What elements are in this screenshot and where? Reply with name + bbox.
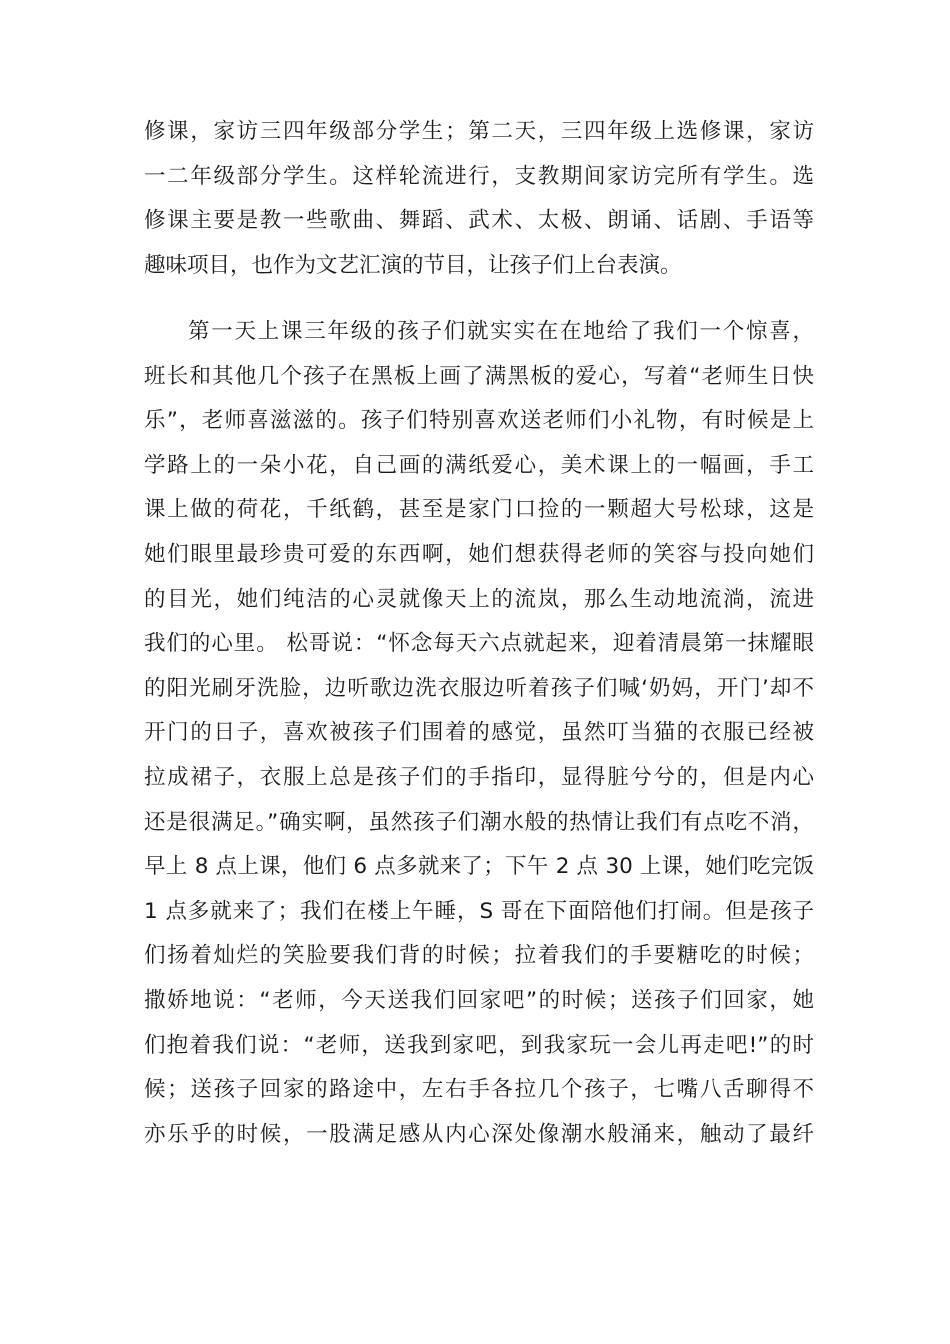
paragraph-2 <box>144 310 814 1157</box>
paragraph-line: 拉成裙子，衣服上总是孩子们的手指印，显得脏兮兮的，但是内心 <box>144 764 814 790</box>
paragraph-line: 她们眼里最珍贵可爱的东西啊，她们想获得老师的笑容与投向她们 <box>144 541 814 567</box>
paragraph-line: 课上做的荷花，千纸鹤，甚至是家门口捡的一颗超大号松球，这是 <box>144 497 814 523</box>
paragraph-1 <box>144 110 814 288</box>
paragraph-line: 的目光，她们纯洁的心灵就像天上的流岚，那么生动地流淌，流进 <box>144 586 814 612</box>
paragraph-line: 撒娇地说：“老师，今天送我们回家吧”的时候；送孩子们回家，她 <box>144 987 814 1013</box>
paragraph-line: 候；送孩子回家的路途中，左右手各拉几个孩子，七嘴八舌聊得不 <box>144 1077 814 1103</box>
paragraph-line: 我们的心里。 松哥说：“怀念每天六点就起来，迎着清晨第一抹耀眼 <box>144 631 814 657</box>
paragraph-line: 早上 8 点上课，他们 6 点多就来了；下午 2 点 30 上课，她们吃完饭 <box>144 854 814 880</box>
paragraph-line: 一二年级部分学生。这样轮流进行，支教期间家访完所有学生。选 <box>144 163 814 189</box>
paragraph-line: 修课主要是教一些歌曲、舞蹈、武术、太极、朗诵、话剧、手语等 <box>144 208 814 234</box>
paragraph-line: 亦乐乎的时候，一股满足感从内心深处像潮水般涌来，触动了最纤 <box>144 1121 814 1147</box>
paragraph-line: 趣味项目，也作为文艺汇演的节目，让孩子们上台表演。 <box>144 252 682 278</box>
paragraph-line: 们抱着我们说：“老师，送我到家吧，到我家玩一会儿再走吧!”的时 <box>144 1032 814 1058</box>
paragraph-line: 第一天上课三年级的孩子们就实实在在地给了我们一个惊喜， <box>188 319 814 344</box>
paragraph-line: 修课，家访三四年级部分学生；第二天，三四年级上选修课，家访 <box>144 119 814 144</box>
paragraph-line: 开门的日子，喜欢被孩子们围着的感觉，虽然叮当猫的衣服已经被 <box>144 720 814 746</box>
paragraph-line: 1 点多就来了；我们在楼上午睡，S 哥在下面陪他们打闹。但是孩子 <box>144 898 814 924</box>
paragraph-line: 的阳光刷牙洗脸，边听歌边洗衣服边听着孩子们喊‘奶妈，开门’却不 <box>144 675 814 701</box>
paragraph-line: 还是很满足。”确实啊，虽然孩子们潮水般的热情让我们有点吃不消， <box>144 809 814 835</box>
paragraph-line: 乐”，老师喜滋滋的。孩子们特别喜欢送老师们小礼物，有时候是上 <box>144 408 814 434</box>
paragraph-line: 班长和其他几个孩子在黑板上画了满黑板的爱心，写着“老师生日快 <box>144 363 814 389</box>
paragraph-line: 们扬着灿烂的笑脸要我们背的时候；拉着我们的手要糖吃的时候； <box>144 943 814 969</box>
paragraph-line: 学路上的一朵小花，自己画的满纸爱心，美术课上的一幅画，手工 <box>144 452 814 478</box>
